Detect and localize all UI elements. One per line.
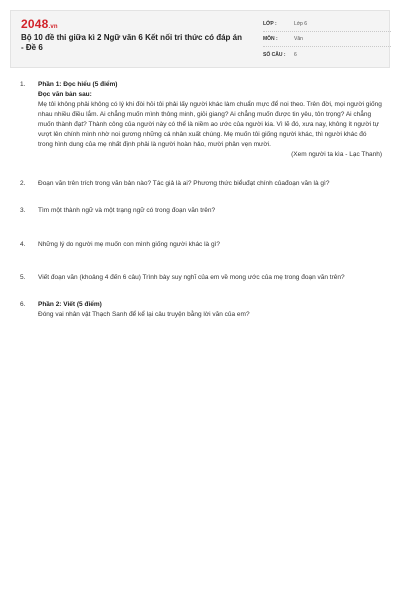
question-item	[20, 300, 382, 320]
subject-label: MÔN :	[263, 36, 278, 42]
grade-label: LỚP :	[263, 21, 277, 27]
question-text: Những lý do người mẹ muốn con mình giống người khác là gì?	[38, 241, 221, 248]
site-logo[interactable]	[21, 17, 58, 31]
meta-row-question-count	[263, 47, 391, 62]
meta-row-grade	[263, 17, 391, 32]
document-title: Bộ 10 đề thi giữa kì 2 Ngữ văn 6 Kết nối tri thức có đáp án - Đề 6	[21, 33, 242, 52]
logo-text: 2048	[21, 17, 49, 31]
question-item	[20, 179, 382, 189]
question-text: Viết đoạn văn (khoảng 4 đến 6 câu) Trình bày suy nghĩ của em về mong ước của mẹ trong đoạn văn trên?	[38, 274, 345, 281]
question-item	[20, 273, 382, 283]
question-text: Đóng vai nhân vật Thạch Sanh để kể lại câu truyện bằng lời văn của em?	[38, 311, 250, 318]
subject-value: Văn	[294, 36, 303, 42]
question-number: 4.	[20, 241, 26, 248]
document-header	[10, 10, 390, 68]
question-text: Đoạn văn trên trích trong văn bản nào? Tác giả là ai? Phương thức biểuđạt chính củađoạn văn là gì?	[38, 180, 330, 187]
meta-row-subject	[263, 32, 391, 47]
question-count-label: SỐ CÂU :	[263, 51, 286, 58]
section-heading: Phần 1: Đọc hiểu (5 điểm)	[38, 81, 118, 88]
question-count-value: 6	[294, 51, 297, 58]
question-item	[20, 240, 382, 250]
question-number: 1.	[20, 81, 26, 88]
question-list	[20, 80, 382, 320]
reading-passage: Mẹ tôi không phải không có lý khi đòi hỏi tôi phải lấy người khác làm chuẩn mực để noi theo. Trên đời, mọi người giống nhau nhiều điều lắm. Ai chẳng muốn mình thông minh, giỏi giang? Ai chẳng muốn được tin yêu, tôn trọng? Ai chẳng muốn thành đạt? Thành công của người này có thể là niềm ao ước của người kia. Vì lẽ đó, xưa nay, không ít người tự vượt lên chính mình nhờ noi gương những cá nhân xuất chúng. Mẹ muốn tôi giống người khác, thì người khác đó trong hình dung của mẹ nhất định phải là người hoàn hảo, mười phân vẹn mười.	[38, 101, 382, 148]
passage-source: (Xem người ta kìa - Lạc Thanh)	[291, 151, 382, 158]
section-heading: Phần 2: Viết (5 điểm)	[38, 301, 102, 308]
document-meta	[263, 17, 391, 62]
question-item	[20, 206, 382, 216]
question-item	[20, 80, 382, 160]
question-number: 2.	[20, 180, 26, 187]
question-number: 3.	[20, 207, 26, 214]
question-number: 5.	[20, 274, 26, 281]
grade-value: Lớp 6	[294, 21, 308, 27]
question-number: 6.	[20, 301, 26, 308]
passage-instruction: Đọc văn bản sau:	[38, 91, 92, 98]
question-text: Tìm một thành ngữ và một trạng ngữ có trong đoạn văn trên?	[38, 207, 216, 214]
logo-suffix: .vn	[48, 24, 58, 30]
